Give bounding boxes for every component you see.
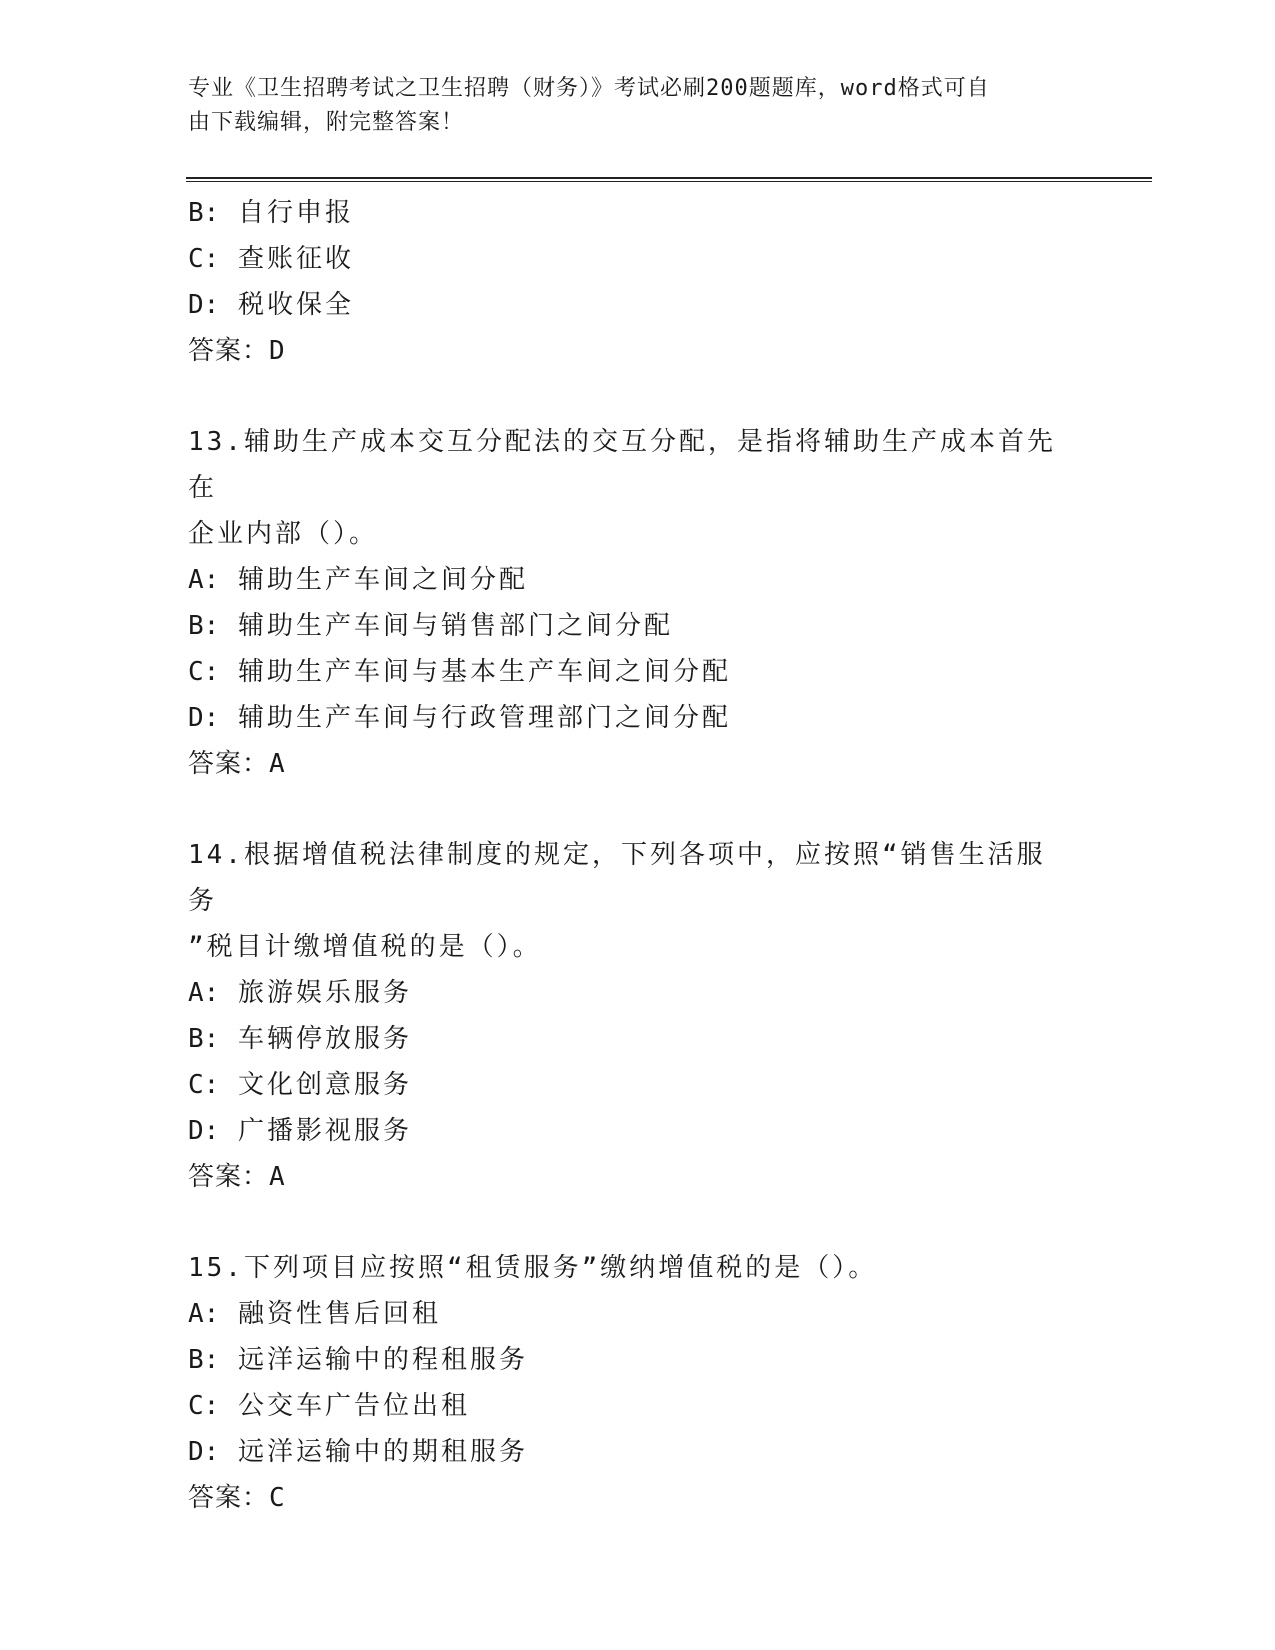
question-12 [188, 190, 1088, 374]
option-a: A: 辅助生产车间之间分配 [188, 565, 528, 595]
question-14 [188, 832, 1088, 1200]
option-c: C: 查账征收 [188, 244, 354, 274]
question-13 [188, 419, 1088, 787]
option-b: B: 远洋运输中的程租服务 [188, 1345, 528, 1375]
answer: 答案：A [188, 1162, 286, 1192]
document-header [188, 72, 1068, 140]
question-stem: 14.根据增值税法律制度的规定，下列各项中，应按照“销售生活服务 ”税目计缴增值税的是（）。 [188, 840, 1046, 962]
option-a: A: 旅游娱乐服务 [188, 978, 412, 1008]
question-15 [188, 1245, 1088, 1521]
answer: 答案：A [188, 749, 286, 779]
question-stem: 13.辅助生产成本交互分配法的交互分配，是指将辅助生产成本首先在 企业内部（）。 [188, 427, 1056, 549]
option-c: C: 辅助生产车间与基本生产车间之间分配 [188, 657, 731, 687]
option-d: D: 广播影视服务 [188, 1116, 412, 1146]
question-stem: 15.下列项目应按照“租赁服务”缴纳增值税的是（）。 [188, 1253, 878, 1283]
option-d: D: 远洋运输中的期租服务 [188, 1437, 528, 1467]
option-c: C: 公交车广告位出租 [188, 1391, 470, 1421]
header-line-2: 由下载编辑，附完整答案！ [188, 110, 465, 135]
question-list [188, 190, 1088, 1521]
option-a: A: 融资性售后回租 [188, 1299, 441, 1329]
option-b: B: 车辆停放服务 [188, 1024, 412, 1054]
option-b: B: 辅助生产车间与销售部门之间分配 [188, 611, 673, 641]
answer: 答案：C [188, 1483, 286, 1513]
option-d: D: 税收保全 [188, 290, 354, 320]
option-c: C: 文化创意服务 [188, 1070, 412, 1100]
header-line-1: 专业《卫生招聘考试之卫生招聘（财务）》考试必刷200题题库，word格式可自 [188, 76, 990, 101]
option-b: B: 自行申报 [188, 198, 354, 228]
answer: 答案：D [188, 336, 286, 366]
option-d: D: 辅助生产车间与行政管理部门之间分配 [188, 703, 731, 733]
header-divider [186, 177, 1152, 182]
